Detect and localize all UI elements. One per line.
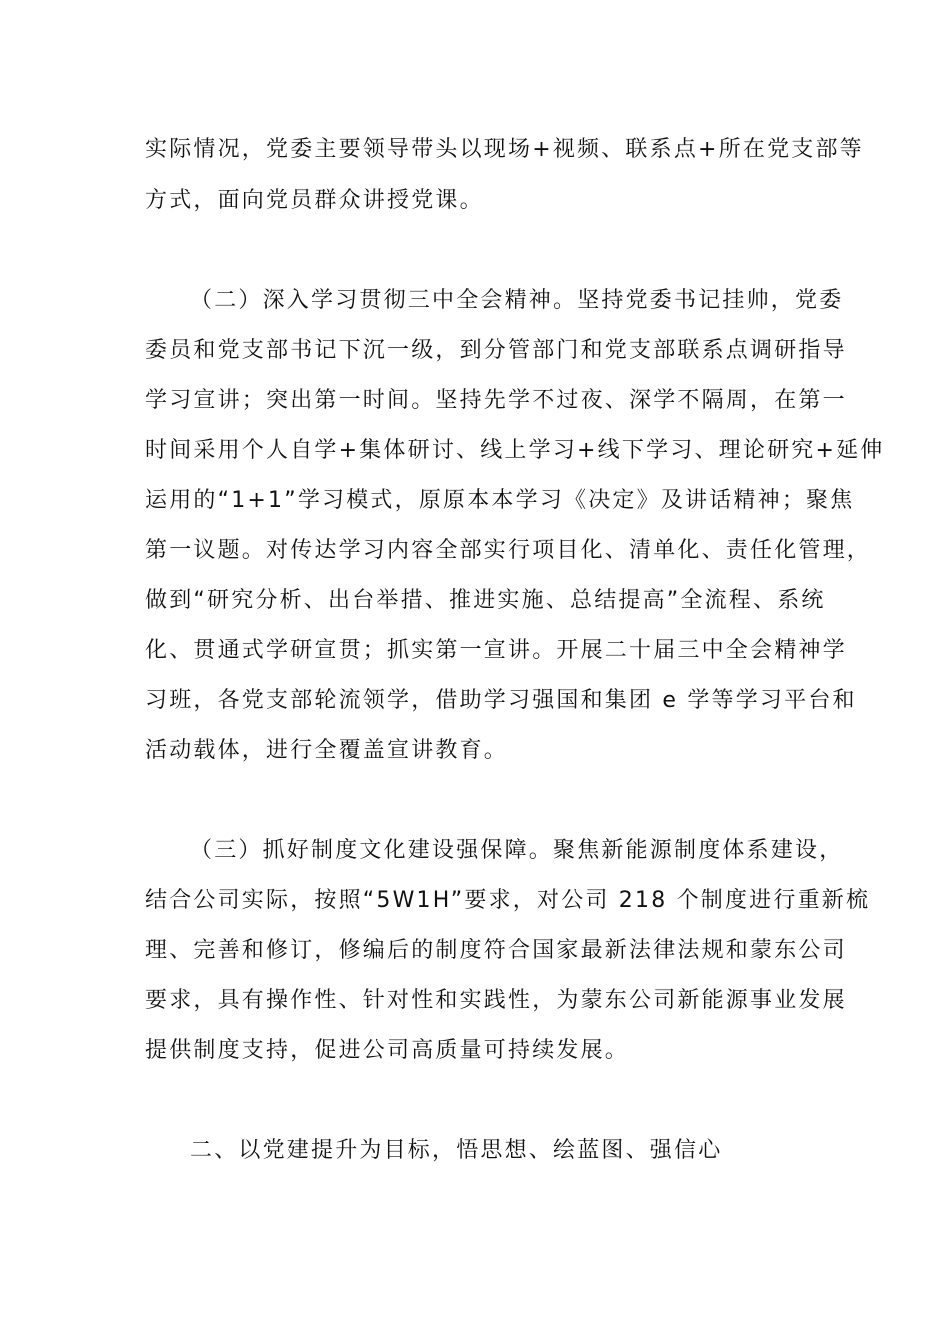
paragraph-2-line-10: 活动载体，进行全覆盖宣讲教育。: [145, 738, 509, 763]
paragraph-3-line-1: （三）抓好制度文化建设强保障。聚焦新能源制度体系建设，: [190, 838, 844, 863]
paragraph-2-line-1: （二）深入学习贯彻三中全会精神。坚持党委书记挂帅，党委: [190, 288, 844, 313]
paragraph-3-line-4: 要求，具有操作性、针对性和实践性，为蒙东公司新能源事业发展: [145, 988, 847, 1013]
paragraph-3-line-5: 提供制度支持，促进公司高质量可持续发展。: [145, 1038, 630, 1063]
paragraph-2-line-8: 化、贯通式学研宣贯；抓实第一宣讲。开展二十届三中全会精神学: [145, 638, 847, 663]
paragraph-2-line-3: 学习宣讲；突出第一时间。坚持先学不过夜、深学不隔周，在第一: [145, 388, 847, 413]
paragraph-1-line-1: 实际情况，党委主要领导带头以现场+视频、联系点+所在党支部等: [145, 137, 864, 162]
paragraph-2-line-4: 时间采用个人自学+集体研讨、线上学习+线下学习、理论研究+延伸: [145, 438, 885, 463]
paragraph-2-line-2: 委员和党支部书记下沉一级，到分管部门和党支部联系点调研指导: [145, 338, 847, 363]
paragraph-2-line-7: 做到“研究分析、出台举措、推进实施、总结提高”全流程、系统: [145, 588, 826, 613]
paragraph-3-line-3: 理、完善和修订，修编后的制度符合国家最新法律法规和蒙东公司: [145, 938, 847, 963]
paragraph-1-line-2: 方式，面向党员群众讲授党课。: [145, 188, 484, 213]
paragraph-2-line-6: 第一议题。对传达学习内容全部实行项目化、清单化、责任化管理，: [145, 538, 872, 563]
paragraph-3-line-2: 结合公司实际，按照“5W1H”要求，对公司 218 个制度进行重新梳: [145, 888, 871, 913]
section-heading: 二、以党建提升为目标，悟思想、绘蓝图、强信心: [190, 1138, 723, 1163]
paragraph-2-line-5: 运用的“1+1”学习模式，原原本本学习《决定》及讲话精神；聚焦: [145, 488, 855, 513]
paragraph-2-line-9: 习班，各党支部轮流领学，借助学习强国和集团 e 学等学习平台和: [145, 688, 857, 713]
